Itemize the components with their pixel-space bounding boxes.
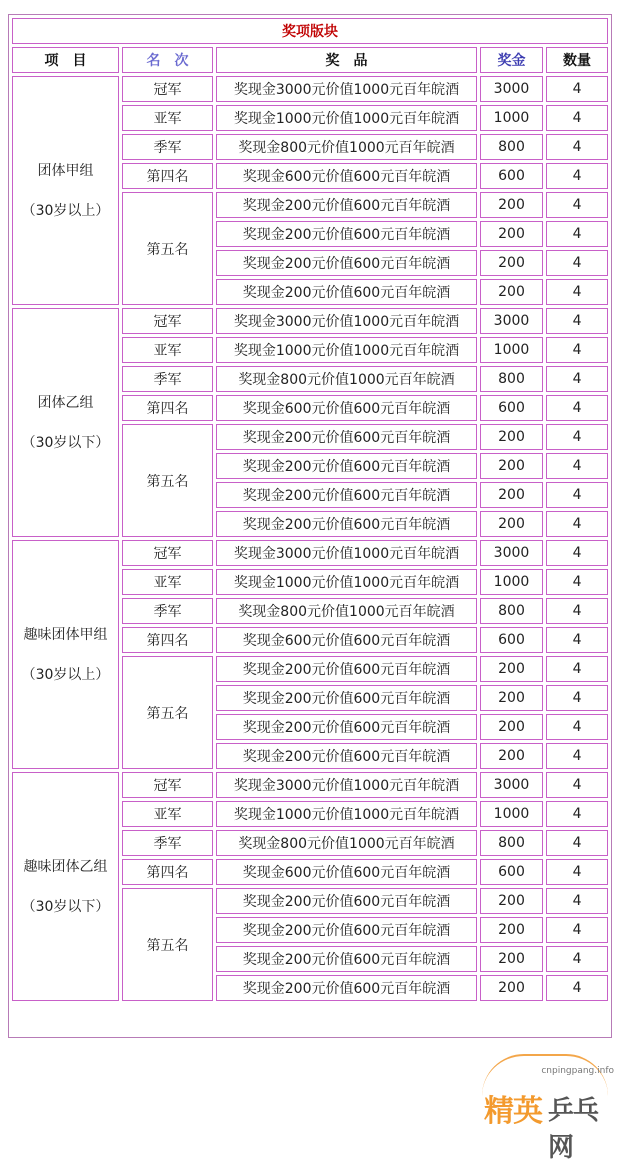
rank-cell: 冠军: [122, 76, 213, 102]
prize-cell: 奖现金3000元价值1000元百年皖酒: [216, 772, 477, 798]
rank-cell: 第五名: [122, 424, 213, 537]
bonus-cell: 200: [480, 917, 543, 943]
watermark-brand-a: 精英: [484, 1094, 542, 1129]
count-cell: 4: [546, 453, 608, 479]
prize-cell: 奖现金200元价值600元百年皖酒: [216, 714, 477, 740]
prize-cell: 奖现金200元价值600元百年皖酒: [216, 511, 477, 537]
header-rank: 名 次: [122, 47, 213, 73]
count-cell: 4: [546, 105, 608, 131]
prize-cell: 奖现金200元价值600元百年皖酒: [216, 917, 477, 943]
prize-cell: 奖现金200元价值600元百年皖酒: [216, 975, 477, 1001]
prize-cell: 奖现金800元价值1000元百年皖酒: [216, 134, 477, 160]
bonus-cell: 800: [480, 830, 543, 856]
table-row: [12, 772, 608, 798]
prize-cell: 奖现金200元价值600元百年皖酒: [216, 482, 477, 508]
bonus-cell: 200: [480, 453, 543, 479]
prize-cell: 奖现金200元价值600元百年皖酒: [216, 192, 477, 218]
rank-cell: 亚军: [122, 569, 213, 595]
prize-cell: 奖现金3000元价值1000元百年皖酒: [216, 76, 477, 102]
rank-cell: 亚军: [122, 105, 213, 131]
count-cell: 4: [546, 221, 608, 247]
rank-cell: 第四名: [122, 163, 213, 189]
bonus-cell: 800: [480, 366, 543, 392]
group-age: （30岁以上）: [21, 202, 110, 219]
bonus-cell: 200: [480, 685, 543, 711]
count-cell: 4: [546, 772, 608, 798]
rank-cell: 季军: [122, 366, 213, 392]
prize-cell: 奖现金3000元价值1000元百年皖酒: [216, 540, 477, 566]
count-cell: 4: [546, 946, 608, 972]
count-cell: 4: [546, 134, 608, 160]
table-row: [12, 308, 608, 334]
bonus-cell: 600: [480, 627, 543, 653]
count-cell: 4: [546, 685, 608, 711]
bonus-cell: 200: [480, 192, 543, 218]
rank-cell: 第四名: [122, 627, 213, 653]
count-cell: 4: [546, 743, 608, 769]
count-cell: 4: [546, 76, 608, 102]
count-cell: 4: [546, 540, 608, 566]
bonus-cell: 800: [480, 598, 543, 624]
bonus-cell: 200: [480, 888, 543, 914]
bonus-cell: 200: [480, 221, 543, 247]
rank-cell: 季军: [122, 598, 213, 624]
bonus-cell: 200: [480, 656, 543, 682]
rank-cell: 第五名: [122, 192, 213, 305]
count-cell: 4: [546, 627, 608, 653]
group-cell: [12, 540, 119, 769]
bonus-cell: 200: [480, 279, 543, 305]
table-row: [12, 76, 608, 102]
prize-cell: 奖现金200元价值600元百年皖酒: [216, 279, 477, 305]
prize-cell: 奖现金600元价值600元百年皖酒: [216, 627, 477, 653]
bonus-cell: 200: [480, 743, 543, 769]
prize-cell: 奖现金1000元价值1000元百年皖酒: [216, 105, 477, 131]
watermark-brand-b: 乒乓网: [548, 1096, 599, 1163]
prize-cell: 奖现金200元价值600元百年皖酒: [216, 888, 477, 914]
count-cell: 4: [546, 308, 608, 334]
group-name: 团体甲组: [37, 162, 94, 179]
bonus-cell: 200: [480, 975, 543, 1001]
count-cell: 4: [546, 424, 608, 450]
bonus-cell: 200: [480, 511, 543, 537]
rank-cell: 第四名: [122, 395, 213, 421]
watermark-url: cnpingpang.info: [541, 1066, 614, 1076]
count-cell: 4: [546, 395, 608, 421]
group-cell: [12, 772, 119, 1001]
bonus-cell: 3000: [480, 772, 543, 798]
group-age: （30岁以下）: [21, 898, 110, 915]
count-cell: 4: [546, 279, 608, 305]
rank-cell: 亚军: [122, 337, 213, 363]
bonus-cell: 1000: [480, 337, 543, 363]
bonus-cell: 3000: [480, 540, 543, 566]
bonus-cell: 3000: [480, 308, 543, 334]
group-cell: [12, 76, 119, 305]
header-item: 项 目: [12, 47, 119, 73]
group-cell: [12, 308, 119, 537]
bonus-cell: 600: [480, 395, 543, 421]
bonus-cell: 800: [480, 134, 543, 160]
bonus-cell: 1000: [480, 801, 543, 827]
count-cell: 4: [546, 482, 608, 508]
prize-cell: 奖现金600元价值600元百年皖酒: [216, 395, 477, 421]
header-prize: 奖 品: [216, 47, 477, 73]
prize-cell: 奖现金1000元价值1000元百年皖酒: [216, 569, 477, 595]
rank-cell: 第五名: [122, 888, 213, 1001]
group-name: 趣味团体乙组: [23, 858, 108, 875]
bonus-cell: 200: [480, 482, 543, 508]
prize-cell: 奖现金200元价值600元百年皖酒: [216, 946, 477, 972]
count-cell: 4: [546, 569, 608, 595]
prize-cell: 奖现金800元价值1000元百年皖酒: [216, 366, 477, 392]
rank-cell: 第五名: [122, 656, 213, 769]
prize-cell: 奖现金200元价值600元百年皖酒: [216, 656, 477, 682]
prize-cell: 奖现金600元价值600元百年皖酒: [216, 163, 477, 189]
prize-cell: 奖现金1000元价值1000元百年皖酒: [216, 801, 477, 827]
group-name: 趣味团体甲组: [23, 626, 108, 643]
prize-table-container: [8, 14, 612, 1038]
group-age: （30岁以下）: [21, 434, 110, 451]
count-cell: 4: [546, 250, 608, 276]
rank-cell: 季军: [122, 134, 213, 160]
header-count: 数量: [546, 47, 608, 73]
bonus-cell: 1000: [480, 105, 543, 131]
rank-cell: 冠军: [122, 308, 213, 334]
header-bonus: 奖金: [480, 47, 543, 73]
rank-cell: 亚军: [122, 801, 213, 827]
count-cell: 4: [546, 975, 608, 1001]
title-row: [12, 18, 608, 44]
bonus-cell: 200: [480, 714, 543, 740]
count-cell: 4: [546, 163, 608, 189]
rank-cell: 季军: [122, 830, 213, 856]
bonus-cell: 1000: [480, 569, 543, 595]
count-cell: 4: [546, 656, 608, 682]
count-cell: 4: [546, 366, 608, 392]
count-cell: 4: [546, 192, 608, 218]
site-watermark-logo: [476, 1052, 616, 1163]
group-name: 团体乙组: [37, 394, 94, 411]
prize-cell: 奖现金600元价值600元百年皖酒: [216, 859, 477, 885]
table-row: [12, 540, 608, 566]
prize-cell: 奖现金200元价值600元百年皖酒: [216, 453, 477, 479]
bonus-cell: 200: [480, 250, 543, 276]
count-cell: 4: [546, 830, 608, 856]
count-cell: 4: [546, 801, 608, 827]
group-age: （30岁以上）: [21, 666, 110, 683]
header-row: [12, 47, 608, 73]
prize-cell: 奖现金200元价值600元百年皖酒: [216, 424, 477, 450]
prize-cell: 奖现金200元价值600元百年皖酒: [216, 743, 477, 769]
rank-cell: 冠军: [122, 540, 213, 566]
prize-cell: 奖现金200元价值600元百年皖酒: [216, 221, 477, 247]
prize-table: [9, 15, 611, 1004]
rank-cell: 第四名: [122, 859, 213, 885]
bonus-cell: 600: [480, 859, 543, 885]
bonus-cell: 200: [480, 946, 543, 972]
count-cell: 4: [546, 598, 608, 624]
count-cell: 4: [546, 888, 608, 914]
bonus-cell: 3000: [480, 76, 543, 102]
prize-cell: 奖现金3000元价值1000元百年皖酒: [216, 308, 477, 334]
count-cell: 4: [546, 511, 608, 537]
rank-cell: 冠军: [122, 772, 213, 798]
prize-cell: 奖现金200元价值600元百年皖酒: [216, 250, 477, 276]
prize-cell: 奖现金200元价值600元百年皖酒: [216, 685, 477, 711]
table-title: 奖项版块: [12, 18, 608, 44]
count-cell: 4: [546, 859, 608, 885]
prize-cell: 奖现金1000元价值1000元百年皖酒: [216, 337, 477, 363]
prize-cell: 奖现金800元价值1000元百年皖酒: [216, 598, 477, 624]
count-cell: 4: [546, 714, 608, 740]
prize-cell: 奖现金800元价值1000元百年皖酒: [216, 830, 477, 856]
bonus-cell: 200: [480, 424, 543, 450]
count-cell: 4: [546, 337, 608, 363]
count-cell: 4: [546, 917, 608, 943]
bonus-cell: 600: [480, 163, 543, 189]
